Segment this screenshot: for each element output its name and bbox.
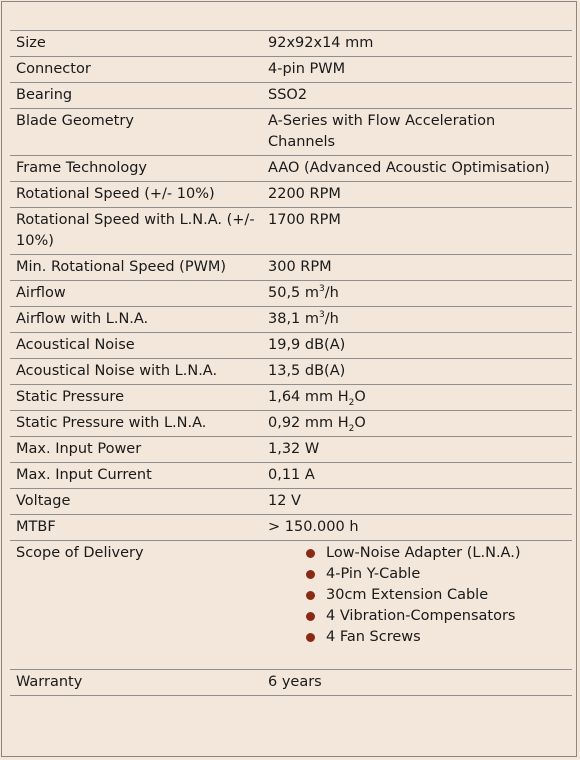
row-value: 6 years	[268, 674, 322, 690]
row-label: Airflow with L.N.A.	[16, 311, 149, 327]
value-text: 19,9 dB(A)	[268, 337, 346, 353]
row-label: Blade Geometry	[16, 113, 134, 129]
value-suffix: O	[354, 389, 366, 405]
row-label: Min. Rotational Speed (PWM)	[16, 259, 227, 275]
row-value	[264, 31, 572, 56]
row-label: Rotational Speed (+/- 10%)	[16, 186, 215, 202]
scope-list	[268, 543, 566, 648]
value-text: 12 V	[268, 493, 301, 509]
list-item	[306, 543, 566, 564]
table-row	[10, 332, 572, 358]
row-value	[264, 515, 572, 540]
row-value	[264, 83, 572, 108]
row-value	[264, 359, 572, 384]
row-value	[264, 463, 572, 488]
spec-rows	[10, 30, 572, 540]
row-value	[264, 437, 572, 462]
bullet-icon	[306, 612, 315, 621]
row-value	[264, 57, 572, 82]
table-row	[10, 410, 572, 436]
row-label: Max. Input Power	[16, 441, 142, 457]
value-suffix: O	[354, 415, 366, 431]
table-row	[10, 488, 572, 514]
value-subscript: 2	[348, 424, 355, 434]
table-row	[10, 56, 572, 82]
list-item-label: 4-Pin Y-Cable	[326, 566, 421, 582]
table-row	[10, 514, 572, 540]
row-label: Airflow	[16, 285, 66, 301]
value-subscript: 2	[348, 398, 355, 408]
value-text: > 150.000 h	[268, 519, 359, 535]
spec-table	[10, 30, 572, 696]
value-text: 4-pin PWM	[268, 61, 346, 77]
row-label: Acoustical Noise	[16, 337, 135, 353]
bullet-icon	[306, 549, 315, 558]
value-superscript: 3	[319, 310, 325, 320]
row-value	[264, 182, 572, 207]
list-item-label: 4 Fan Screws	[326, 629, 421, 645]
value-text: SSO2	[268, 87, 308, 103]
value-text: 1,64 mm H	[268, 389, 349, 405]
row-value	[264, 281, 572, 306]
row-value	[264, 541, 572, 669]
bullet-icon	[306, 591, 315, 600]
table-row	[10, 306, 572, 332]
table-row	[10, 384, 572, 410]
list-item	[306, 627, 566, 648]
row-label: Static Pressure with L.N.A.	[16, 415, 207, 431]
list-item	[306, 585, 566, 606]
list-item	[306, 606, 566, 627]
row-value	[264, 156, 572, 181]
row-label: Max. Input Current	[16, 467, 152, 483]
value-suffix: /h	[324, 311, 339, 327]
row-label: Size	[16, 35, 46, 51]
row-label: Rotational Speed with L.N.A. (+/- 10%)	[16, 212, 255, 249]
bullet-icon	[306, 633, 315, 642]
row-value	[264, 333, 572, 358]
bullet-icon	[306, 570, 315, 579]
table-row	[10, 155, 572, 181]
row-label: Static Pressure	[16, 389, 124, 405]
value-text: 38,1 m	[268, 311, 320, 327]
table-row	[10, 280, 572, 306]
value-text: 2200 RPM	[268, 186, 341, 202]
row-label: Connector	[16, 61, 91, 77]
value-suffix: /h	[324, 285, 339, 301]
table-row	[10, 436, 572, 462]
row-value	[264, 411, 572, 436]
row-label: Bearing	[16, 87, 73, 103]
list-item	[306, 564, 566, 585]
row-value	[264, 255, 572, 280]
row-label: Warranty	[16, 674, 83, 690]
row-value	[264, 208, 572, 254]
table-row	[10, 207, 572, 254]
value-text: 13,5 dB(A)	[268, 363, 346, 379]
table-row	[10, 358, 572, 384]
value-text: 50,5 m	[268, 285, 320, 301]
row-label: Acoustical Noise with L.N.A.	[16, 363, 218, 379]
row-label: MTBF	[16, 519, 56, 535]
table-row	[10, 82, 572, 108]
table-row	[10, 108, 572, 155]
table-row	[10, 181, 572, 207]
value-text: 300 RPM	[268, 259, 332, 275]
row-value	[264, 489, 572, 514]
table-row	[10, 462, 572, 488]
value-text: 0,11 A	[268, 467, 315, 483]
value-text: 1700 RPM	[268, 212, 341, 228]
row-label: Frame Technology	[16, 160, 148, 176]
table-row-warranty	[10, 669, 572, 696]
value-text: A-Series with Flow Acceleration Channels	[268, 113, 496, 150]
row-value	[264, 109, 572, 155]
value-text: 1,32 W	[268, 441, 320, 457]
list-item-label: Low-Noise Adapter (L.N.A.)	[326, 545, 521, 561]
row-value	[264, 385, 572, 410]
list-item-label: 30cm Extension Cable	[326, 587, 489, 603]
value-text: 0,92 mm H	[268, 415, 349, 431]
table-row	[10, 30, 572, 56]
value-text: AAO (Advanced Acoustic Optimisation)	[268, 160, 550, 176]
row-label: Voltage	[16, 493, 71, 509]
table-row-scope	[10, 540, 572, 669]
list-item-label: 4 Vibration-Compensators	[326, 608, 516, 624]
value-text: 92x92x14 mm	[268, 35, 374, 51]
value-superscript: 3	[319, 284, 325, 294]
table-row	[10, 254, 572, 280]
row-label: Scope of Delivery	[16, 545, 144, 561]
row-value	[264, 307, 572, 332]
